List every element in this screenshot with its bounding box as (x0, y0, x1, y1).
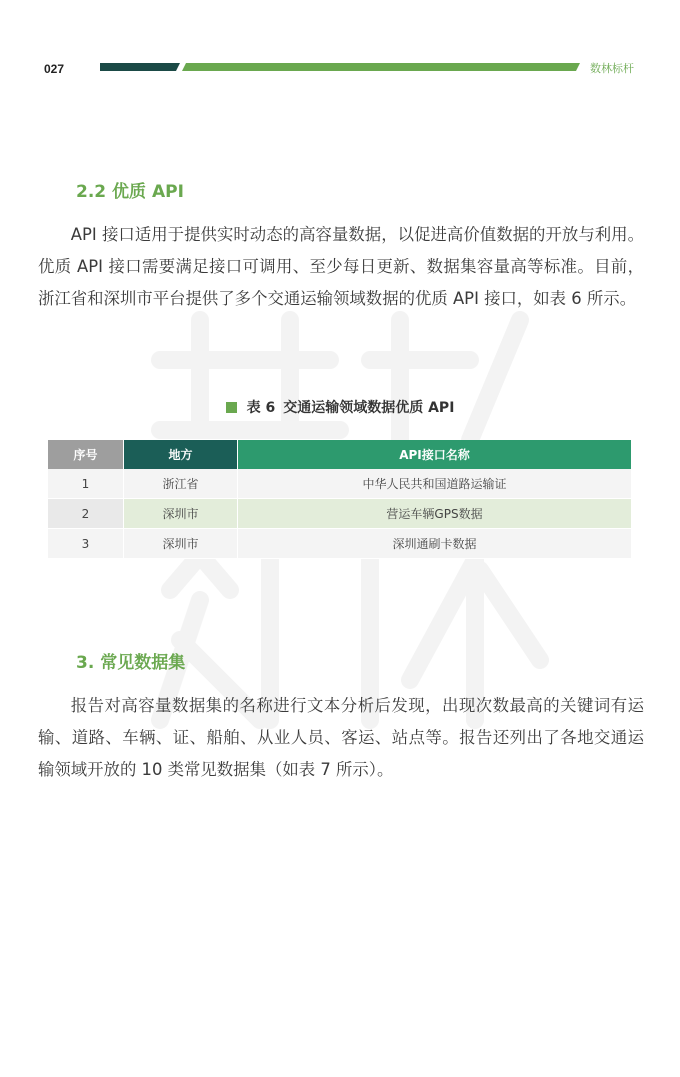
cell-api-name: 深圳通刷卡数据 (238, 529, 632, 559)
table-caption-title: 交通运输领域数据优质 API (283, 400, 455, 416)
header-seq: 序号 (48, 440, 124, 469)
header-region: 地方 (124, 440, 238, 469)
section-title-2-2: 2.2 优质 API (76, 182, 184, 202)
table-row (48, 469, 632, 499)
table-header-row (48, 440, 632, 469)
cell-region: 深圳市 (124, 499, 238, 529)
cell-api-name: 中华人民共和国道路运输证 (238, 469, 632, 499)
api-table (48, 440, 632, 559)
table-caption-label: 表 6 (246, 400, 276, 416)
paragraph-3: 报告对高容量数据集的名称进行文本分析后发现，出现次数最高的关键词有运输、道路、车辆、证、船舶、从业人员、客运、站点等。报告还列出了各地交通运输领域开放的 10 类常见数据集（如表 7 所示）。 (38, 696, 644, 779)
page-number: 027 (44, 62, 65, 76)
table-row (48, 529, 632, 559)
table-row (48, 499, 632, 529)
header-brand: 数林标杆 (590, 62, 634, 75)
cell-region: 浙江省 (124, 469, 238, 499)
header-rule (100, 63, 580, 71)
caption-square-icon (226, 402, 237, 413)
paragraph-2-2: API 接口适用于提供实时动态的高容量数据，以促进高价值数据的开放与利用。优质 API 接口需要满足接口可调用、至少每日更新、数据集容量高等标准。目前，浙江省和深圳市平台提供了多个交通运输领域数据的优质 API 接口，如表 6 所示。 (38, 225, 644, 308)
cell-seq: 2 (48, 499, 124, 529)
cell-region: 深圳市 (124, 529, 238, 559)
header-api-name: API接口名称 (238, 440, 632, 469)
cell-seq: 1 (48, 469, 124, 499)
cell-api-name: 营运车辆GPS数据 (238, 499, 632, 529)
table-caption (0, 397, 680, 417)
cell-seq: 3 (48, 529, 124, 559)
section-title-3: 3. 常见数据集 (76, 653, 186, 673)
